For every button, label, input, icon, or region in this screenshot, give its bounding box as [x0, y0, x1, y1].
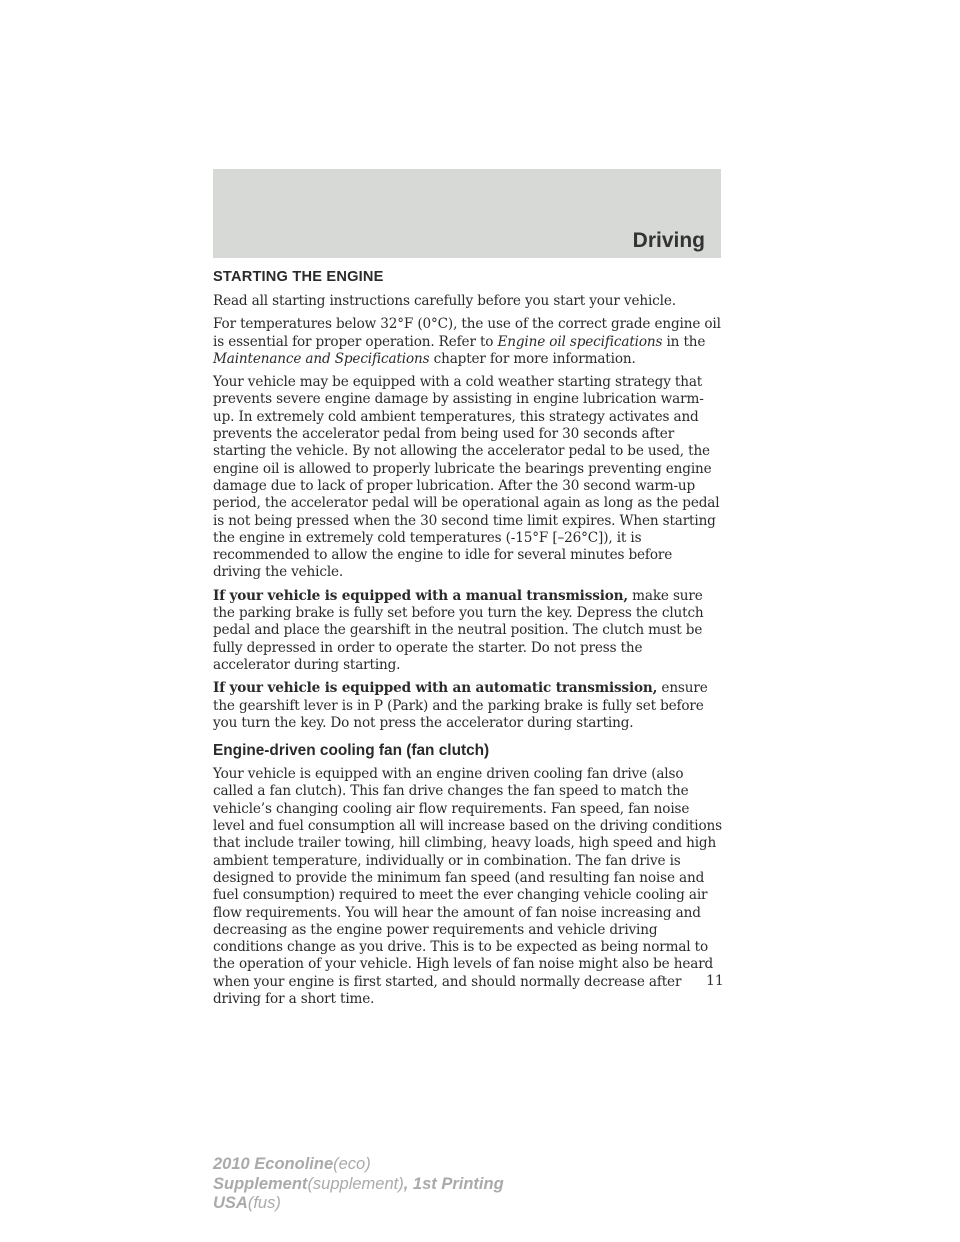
reference-engine-oil-specifications: Engine oil specifications	[497, 333, 663, 350]
footer-market: USA	[213, 1194, 248, 1212]
footer-model: 2010 Econoline	[213, 1155, 334, 1173]
bold-lead-manual: If your vehicle is equipped with a manual transmission,	[213, 587, 628, 604]
page-content	[213, 268, 723, 1014]
footer-market-code: (fus)	[247, 1194, 281, 1212]
heading-starting-the-engine: STARTING THE ENGINE	[213, 269, 384, 285]
footer-line-3	[213, 1194, 504, 1214]
bold-lead-automatic: If your vehicle is equipped with an automatic transmission,	[213, 680, 658, 697]
paragraph-automatic-transmission	[213, 680, 723, 732]
paragraph-manual-transmission	[213, 588, 723, 674]
footer-supplement-code: (supplement)	[307, 1174, 404, 1193]
heading-cooling-fan: Engine-driven cooling fan (fan clutch)	[213, 742, 490, 760]
paragraph-text: in the	[662, 333, 706, 350]
paragraph-temperature	[213, 316, 723, 368]
footer-line-2	[213, 1175, 504, 1195]
footer-supplement: Supplement	[213, 1174, 308, 1193]
reference-maintenance-chapter: Maintenance and Specifications	[213, 350, 430, 367]
paragraph-cold-weather-strategy: Your vehicle may be equipped with a cold weather starting strategy that prevents severe engine damage by assisting in engine lubrication warm-up. In extremely cold ambient temperatures, this strategy activates and prevents the accelerator pedal from being used for 30 seconds after starting the vehicle. By not allowing the accelerator pedal to be used, the engine oil is allowed to properly lubricate the bearings preventing engine damage due to lack of proper lubrication. After the 30 second warm-up period, the accelerator pedal will be operational again as long as the pedal is not being pressed when the 30 second time limit expires. When starting the engine in extremely cold temperatures (-15°F [–26°C]), it is recommended to allow the engine to idle for several minutes before driving the vehicle.	[213, 374, 720, 581]
footer-printing: , 1st Printing	[403, 1174, 504, 1193]
page-number: 11	[706, 973, 724, 989]
paragraph-read-instructions: Read all starting instructions carefully before you start your vehicle.	[213, 293, 676, 309]
section-title: Driving	[632, 229, 705, 252]
paragraph-text: chapter for more information.	[429, 350, 636, 367]
paragraph-fan-clutch: Your vehicle is equipped with an engine driven cooling fan drive (also called a fan clutch). This fan drive changes the fan speed to match the vehicle’s changing cooling air flow requirements. Fan speed, fan noise level and fuel consumption all will increase based on the driving conditions that include trailer towing, hill climbing, heavy loads, high speed and high ambient temperature, individually or in combination. The fan drive is designed to provide the minimum fan speed (and resulting fan noise and fuel consumption) required to meet the ever changing vehicle cooling air flow requirements. You will hear the amount of fan noise increasing and decreasing as the engine power requirements and vehicle driving conditions change as you drive. This is to be expected as being normal to the operation of your vehicle. High levels of fan noise might also be heard when your engine is first started, and should normally decrease after driving for a short time.	[213, 766, 722, 1007]
section-header	[213, 169, 721, 258]
footer-model-code: (eco)	[333, 1155, 371, 1173]
document-footer	[213, 1155, 504, 1214]
paragraph-text: make sure the parking brake is fully set before you turn the key. Depress the clutch pedal and place the gearshift in the neutral position. The clutch must be fully depressed in order to operate the starter. Do not press the accelerator during starting.	[213, 587, 704, 673]
footer-line-1	[213, 1155, 504, 1175]
paragraph-text: ensure the gearshift lever is in P (Park) and the parking brake is fully set before you turn the key. Do not press the accelerator during starting.	[213, 680, 708, 731]
paragraph-text: For temperatures below 32°F (0°C), the use of the correct grade engine oil is essential for proper operation. Refer to	[213, 316, 721, 350]
